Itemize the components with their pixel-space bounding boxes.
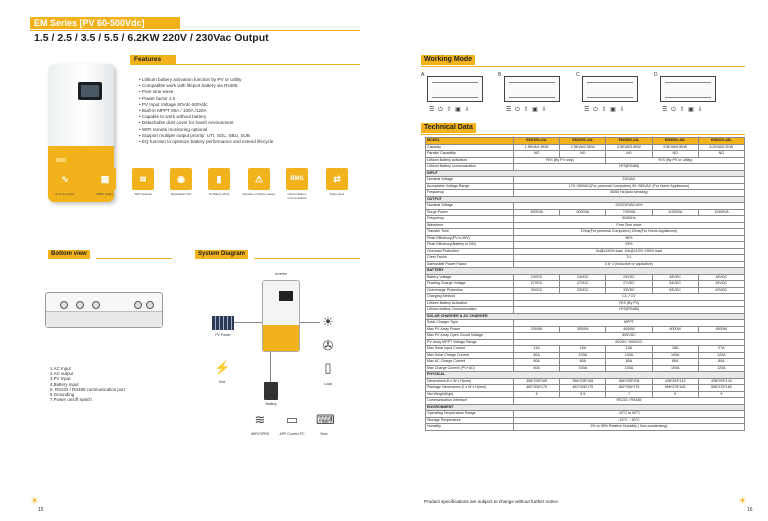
laptop-icon: ⌨ bbox=[316, 412, 335, 427]
inverter-band bbox=[263, 325, 299, 351]
table-cell: 50/60Hz bbox=[514, 216, 745, 223]
table-cell: 438*293*143 bbox=[652, 378, 698, 385]
feature-item: • Support multiple output priority: UTI, SOL, SBU, SUB bbox=[139, 133, 273, 139]
table-cell: NO bbox=[698, 151, 744, 158]
table-cell: 5% to 95% Relative Humidity ( Non-condensing) bbox=[514, 424, 745, 431]
table-cell: Acceptable Voltage Range bbox=[426, 183, 514, 190]
table-cell: 15A bbox=[560, 346, 606, 353]
pv-label: PV Power bbox=[215, 333, 231, 337]
table-cell: Net Weight(Kgs) bbox=[426, 391, 514, 398]
table-cell: 120A bbox=[698, 352, 744, 359]
mode-buttons-icon: ☰ ⏻ ⇧ ▣ ⇩ bbox=[662, 107, 704, 113]
table-cell: 33VDC bbox=[560, 287, 606, 294]
table-cell: 220/230VAC±5% bbox=[514, 203, 745, 210]
fan-icon: ✇ bbox=[322, 338, 334, 353]
table-cell: Nominal Voltage bbox=[426, 177, 514, 184]
port-icon bbox=[92, 301, 100, 309]
table-cell: PV Array MPPT Voltage Range bbox=[426, 339, 514, 346]
technical-data-rule bbox=[421, 134, 745, 135]
mode-letter: C bbox=[576, 72, 580, 78]
display-icon: ◉ bbox=[170, 168, 192, 190]
table-cell: Overcharge Protection bbox=[426, 287, 514, 294]
feature-icon-label: Pure sine wave bbox=[55, 192, 75, 196]
table-cell: 100A bbox=[606, 352, 652, 359]
legend-item: 7.Power on/off switch bbox=[50, 397, 92, 403]
table-cell: YES (By PV or Utility) bbox=[606, 157, 745, 164]
app-label: APP Control PC bbox=[279, 432, 305, 436]
table-cell: Surge Power bbox=[426, 209, 514, 216]
table-cell: Lithium battery Communication bbox=[426, 307, 514, 314]
table-cell: Waveform bbox=[426, 222, 514, 229]
port-icon bbox=[146, 301, 154, 309]
technical-data-heading: Technical Data bbox=[421, 123, 476, 133]
table-cell: 100A bbox=[606, 365, 652, 372]
features-rule bbox=[176, 64, 360, 65]
table-cell: Lithium Battery communication bbox=[426, 164, 514, 171]
working-mode-panel bbox=[576, 72, 642, 116]
table-cell: 27A bbox=[698, 346, 744, 353]
table-header-cell: EM3500-24L bbox=[606, 138, 652, 145]
table-cell: 93% bbox=[514, 242, 745, 249]
feature-item: • PV Input Voltage 60Vdc-500Vdc bbox=[139, 102, 273, 108]
bms-label: Bms bbox=[320, 432, 328, 436]
features-list bbox=[139, 77, 273, 145]
table-cell: 100A bbox=[560, 352, 606, 359]
table-cell: 356*235*108 bbox=[606, 378, 652, 385]
working-mode-panel bbox=[421, 72, 487, 116]
page-number-left: 15 bbox=[38, 507, 44, 513]
spec-table bbox=[425, 137, 745, 431]
table-cell: -15°C ~ 50°C bbox=[514, 417, 745, 424]
table-cell: 27VDC bbox=[606, 281, 652, 288]
inverter-screen bbox=[279, 291, 293, 301]
table-cell: 120A bbox=[698, 365, 744, 372]
table-cell: Floating Charge Voltage bbox=[426, 281, 514, 288]
table-cell: 63VDC bbox=[698, 287, 744, 294]
table-header-cell: MODEL bbox=[426, 138, 514, 145]
table-header-cell: EM1500-24L bbox=[514, 138, 560, 145]
table-cell: Nominal Voltage bbox=[426, 203, 514, 210]
legend-item: 5. RS232 / RS485 communication port bbox=[50, 386, 125, 392]
table-cell: 80A bbox=[652, 359, 698, 366]
table-cell: 9 bbox=[652, 391, 698, 398]
table-cell: NO bbox=[514, 151, 560, 158]
mode-buttons-icon: ☰ ⏻ ⇧ ▣ ⇩ bbox=[506, 107, 548, 113]
battery-connector bbox=[270, 352, 271, 382]
sun-icon: ☀ bbox=[738, 496, 747, 507]
output-icon: ⇄ bbox=[326, 168, 348, 190]
battery-label: Battery bbox=[265, 402, 277, 406]
table-cell: 33VDC bbox=[606, 287, 652, 294]
table-cell: 18A bbox=[652, 346, 698, 353]
table-cell: 27VDC bbox=[560, 281, 606, 288]
legend-item: 1.AC Input bbox=[50, 366, 71, 371]
table-cell: RS232 / RS485 bbox=[514, 398, 745, 405]
solar-panel-icon bbox=[212, 316, 234, 330]
grid-tower-icon: ⚡ bbox=[214, 360, 231, 375]
feature-icon-label: Dual output bbox=[329, 192, 345, 196]
table-cell: 50/60 Hz(Auto sensing) bbox=[514, 190, 745, 197]
table-cell: 462*306*175 bbox=[606, 385, 652, 392]
table-cell: Max Solar Input Current bbox=[426, 346, 514, 353]
table-cell: Max PV Array Power bbox=[426, 326, 514, 333]
table-cell: NO bbox=[652, 151, 698, 158]
load-connector bbox=[300, 322, 320, 323]
table-cell: Humidity bbox=[426, 424, 514, 431]
working-mode-rule bbox=[421, 66, 745, 67]
table-cell: 5s@≥150% load; 10s@110%~150% load bbox=[514, 248, 745, 255]
table-cell: 4000W bbox=[606, 326, 652, 333]
wifi-icon: ≋ bbox=[254, 412, 266, 427]
table-cell: 6000W bbox=[652, 326, 698, 333]
disclaimer-note: Product specifications are subject to change without further notice. bbox=[424, 499, 560, 504]
table-cell: 3:1 bbox=[514, 255, 745, 262]
port-icon bbox=[134, 301, 142, 309]
table-cell: Lithium Battery Activation bbox=[426, 300, 514, 307]
mode-buttons-icon: ☰ ⏻ ⇧ ▣ ⇩ bbox=[584, 107, 626, 113]
fridge-icon: ▯ bbox=[324, 360, 332, 375]
feature-item: • Capable to work without battery bbox=[139, 114, 273, 120]
feature-item: • WIFI remote monitoring optional bbox=[139, 127, 273, 133]
table-cell: 60VDC~500VDC bbox=[514, 339, 745, 346]
table-cell: Charging Method bbox=[426, 294, 514, 301]
table-cell: Operating Temperature Range bbox=[426, 411, 514, 418]
sun-icon: ☀ bbox=[30, 496, 39, 507]
product-logo bbox=[56, 158, 66, 162]
table-cell: 1.5KVA/1.5KW bbox=[514, 144, 560, 151]
sine-wave-icon: ∿ bbox=[54, 168, 76, 190]
table-cell: CC / CV bbox=[514, 294, 745, 301]
table-cell: MPPT bbox=[514, 320, 745, 327]
table-cell: 7000VA bbox=[606, 209, 652, 216]
table-cell: Max PV Array Open Circuit Voltage bbox=[426, 333, 514, 340]
feature-item: • Detachable dust cover for harsh environment bbox=[139, 120, 273, 126]
wifi-label: WIFI/GPRS bbox=[250, 432, 270, 436]
load-label: Load bbox=[324, 382, 332, 386]
table-cell: Storage Temperature bbox=[426, 417, 514, 424]
legend-item: 2.AC output bbox=[50, 371, 74, 377]
mppt-icon: ▦ bbox=[94, 168, 116, 190]
legend-item: 4.Battery Input bbox=[50, 381, 79, 387]
table-cell: 5.5KVA/5.5KW bbox=[652, 144, 698, 151]
table-cell: 2.5KVA/2.5KW bbox=[560, 144, 606, 151]
table-cell: NO bbox=[606, 151, 652, 158]
table-cell: 24VDC bbox=[606, 274, 652, 281]
bottom-view-rule bbox=[96, 258, 172, 259]
legend-item: 6.Grounding bbox=[50, 392, 75, 398]
table-cell: 27VDC bbox=[514, 281, 560, 288]
table-cell: Frequency bbox=[426, 190, 514, 197]
feature-icon-label: Activation of lithium battery bbox=[242, 192, 276, 196]
table-cell: 356*235*108 bbox=[560, 378, 606, 385]
table-cell: -10°C to 50°C bbox=[514, 411, 745, 418]
table-cell: 556*375*183 bbox=[652, 385, 698, 392]
mode-lcd-display bbox=[582, 76, 638, 102]
table-cell: BATTERY bbox=[426, 268, 745, 275]
table-cell: 462*306*175 bbox=[514, 385, 560, 392]
feature-item: • Built-in MPPT 80A / 100A /120A bbox=[139, 108, 273, 114]
table-cell: 3000VA bbox=[514, 209, 560, 216]
table-cell: 10ms(For personal Computers) 20ms(For Home Appliances) bbox=[514, 229, 745, 236]
grid-label: Grid bbox=[218, 380, 226, 384]
table-cell: 438*293*143 bbox=[698, 378, 744, 385]
mode-letter: B bbox=[498, 72, 502, 78]
table-cell: 230VAC bbox=[514, 177, 745, 184]
table-cell: 11000VA bbox=[652, 209, 698, 216]
legend-item: 3.PV Input bbox=[50, 376, 71, 382]
table-cell: Parallel Capability bbox=[426, 151, 514, 158]
system-diagram-heading: System Diagram bbox=[195, 250, 248, 259]
pv-connector bbox=[234, 322, 262, 323]
table-cell: 80A bbox=[698, 359, 744, 366]
table-cell: 356*235*108 bbox=[514, 378, 560, 385]
table-header-cell: EM2500-24L bbox=[560, 138, 606, 145]
table-cell: 5.5 bbox=[560, 391, 606, 398]
table-cell: 98% bbox=[514, 235, 745, 242]
table-cell: 3000W bbox=[560, 326, 606, 333]
table-cell: 13A bbox=[514, 346, 560, 353]
table-cell: Battery Voltage bbox=[426, 274, 514, 281]
table-row bbox=[426, 424, 745, 431]
table-cell: Crest Factor bbox=[426, 255, 514, 262]
table-cell: 100A bbox=[652, 365, 698, 372]
phone-icon: ▭ bbox=[285, 412, 299, 427]
mode-buttons-icon: ☰ ⏻ ⇧ ▣ ⇩ bbox=[429, 107, 471, 113]
product-headline: 1.5 / 2.5 / 3.5 / 5.5 / 6.2KW 220V / 230Vac Output bbox=[34, 32, 269, 44]
feature-item: • Compatible work with lifepo4 battery via Rs485 bbox=[139, 83, 273, 89]
table-cell: SOLAR CHARGER & AC CHARGER bbox=[426, 313, 745, 320]
table-header-cell: EM5500-48L bbox=[652, 138, 698, 145]
table-cell: Dimensions,D x W x H(mm) bbox=[426, 378, 514, 385]
series-title: EM Series [PV 60-500Vdc] bbox=[34, 18, 145, 28]
table-cell: 24VDC bbox=[560, 274, 606, 281]
table-cell: 60A bbox=[514, 359, 560, 366]
mode-lcd-display bbox=[660, 76, 716, 102]
feature-icons bbox=[48, 168, 348, 204]
table-cell: 9 bbox=[698, 391, 744, 398]
table-cell: 60A bbox=[514, 352, 560, 359]
table-cell: 3.5KVA/3.5KW bbox=[606, 144, 652, 151]
table-cell: 0.6~1 (inductive or capacitive) bbox=[514, 261, 745, 268]
wifi-icon: ≋ bbox=[132, 168, 154, 190]
working-mode-panel bbox=[654, 72, 720, 116]
table-cell: 63VDC bbox=[652, 287, 698, 294]
table-cell: Peak Efficiency(Battery to INV) bbox=[426, 242, 514, 249]
system-diagram-rule bbox=[254, 258, 360, 259]
feature-item: • Power factor 1.0 bbox=[139, 96, 273, 102]
bottom-view-device bbox=[45, 292, 163, 328]
table-cell: 500VDC bbox=[514, 333, 745, 340]
table-cell: 15A bbox=[606, 346, 652, 353]
table-cell: YES (By PV) bbox=[514, 300, 745, 307]
table-cell: NO bbox=[560, 151, 606, 158]
mode-lcd-display bbox=[427, 76, 483, 102]
table-cell: ENVIRONMENT bbox=[426, 404, 745, 411]
diagram-inverter bbox=[262, 280, 300, 352]
table-cell: 100A bbox=[652, 352, 698, 359]
table-cell: Peak Efficiency(PV to INV) bbox=[426, 235, 514, 242]
table-cell: 54VDC bbox=[698, 281, 744, 288]
table-cell: Solar Charger Type bbox=[426, 320, 514, 327]
table-cell: INPUT bbox=[426, 170, 745, 177]
inverter-label: Inverter bbox=[275, 272, 287, 276]
feature-icon-label: MPPT battery bbox=[96, 192, 114, 196]
bulb-icon: ☀ bbox=[322, 314, 334, 329]
port-icon bbox=[60, 301, 68, 309]
table-cell: 48VDC bbox=[698, 274, 744, 281]
lcd-screen bbox=[78, 82, 102, 100]
table-cell: Max AC Charge Current bbox=[426, 359, 514, 366]
page-number-right: 16 bbox=[747, 507, 753, 513]
table-cell: 33VDC bbox=[514, 287, 560, 294]
table-cell: 5000VA bbox=[560, 209, 606, 216]
battery-icon bbox=[264, 382, 278, 400]
series-rule bbox=[30, 30, 360, 31]
table-cell: PHYSICAL bbox=[426, 372, 745, 379]
table-cell: YES (By PV only) bbox=[514, 157, 606, 164]
table-cell: 80A bbox=[606, 359, 652, 366]
mode-letter: D bbox=[654, 72, 658, 78]
table-cell: Package Dimensions,D x W x H(mm) bbox=[426, 385, 514, 392]
feature-icon-label: WIFI Optional bbox=[134, 192, 152, 196]
bottom-view-legend bbox=[50, 366, 125, 402]
table-cell: OUTPUT bbox=[426, 196, 745, 203]
feature-item: • Pure sine wave bbox=[139, 89, 273, 95]
mode-lcd-display bbox=[504, 76, 560, 102]
table-cell: Frequency bbox=[426, 216, 514, 223]
warning-icon: ⚠ bbox=[248, 168, 270, 190]
table-cell: 54VDC bbox=[652, 281, 698, 288]
table-cell: YES(RS485) bbox=[514, 164, 745, 171]
port-icon bbox=[76, 301, 84, 309]
working-mode-panel bbox=[498, 72, 564, 116]
table-cell: 5 bbox=[514, 391, 560, 398]
table-cell: 60A bbox=[514, 365, 560, 372]
table-header-cell: EM6200-48L bbox=[698, 138, 744, 145]
table-cell: Pure Sine wave bbox=[514, 222, 745, 229]
table-cell: Lithium Battery activation bbox=[426, 157, 514, 164]
table-cell: 12400VA bbox=[698, 209, 744, 216]
table-cell: Admissible Power Factor bbox=[426, 261, 514, 268]
bottom-view-heading: Bottom view bbox=[48, 250, 90, 259]
feature-icon-label: No Battery Work bbox=[208, 192, 230, 196]
table-cell: 462*306*175 bbox=[560, 385, 606, 392]
table-cell: 6.2KVA/6.2KW bbox=[698, 144, 744, 151]
working-mode-heading: Working Mode bbox=[421, 55, 475, 65]
table-cell: 170~280VAC(For personal Computers) 90~280VAC (For Home Appliances) bbox=[514, 183, 745, 190]
table-cell: 24VDC bbox=[514, 274, 560, 281]
bottom-terminal-strip bbox=[46, 311, 162, 327]
mode-letter: A bbox=[421, 72, 425, 78]
table-cell: Overload Protection bbox=[426, 248, 514, 255]
table-cell: YES(RS485) bbox=[514, 307, 745, 314]
table-cell: 48VDC bbox=[652, 274, 698, 281]
features-heading: Features bbox=[130, 55, 176, 65]
table-cell: 2000W bbox=[514, 326, 560, 333]
bms-icon: BMS bbox=[286, 168, 308, 190]
table-cell: Max Solar Charge Current bbox=[426, 352, 514, 359]
feature-icon-label: Detachable LCD bbox=[170, 192, 192, 196]
feature-icon-label: Lithium Battery Communication bbox=[287, 192, 307, 200]
table-cell: 556*375*183 bbox=[698, 385, 744, 392]
feature-item: • EQ function to optimize battery performance and extend lifecycle bbox=[139, 139, 273, 145]
table-cell: 7 bbox=[606, 391, 652, 398]
table-cell: Communication Interface bbox=[426, 398, 514, 405]
feature-item: • Lithium battery activation function by PV or Utility bbox=[139, 77, 273, 83]
table-cell: 80A bbox=[560, 359, 606, 366]
table-cell: Capacity bbox=[426, 144, 514, 151]
table-cell: 6500W bbox=[698, 326, 744, 333]
table-cell: Max Charge Current (PV+AC) bbox=[426, 365, 514, 372]
table-cell: Transfer Time bbox=[426, 229, 514, 236]
table-cell: 100A bbox=[560, 365, 606, 372]
no-battery-icon: ▮ bbox=[208, 168, 230, 190]
